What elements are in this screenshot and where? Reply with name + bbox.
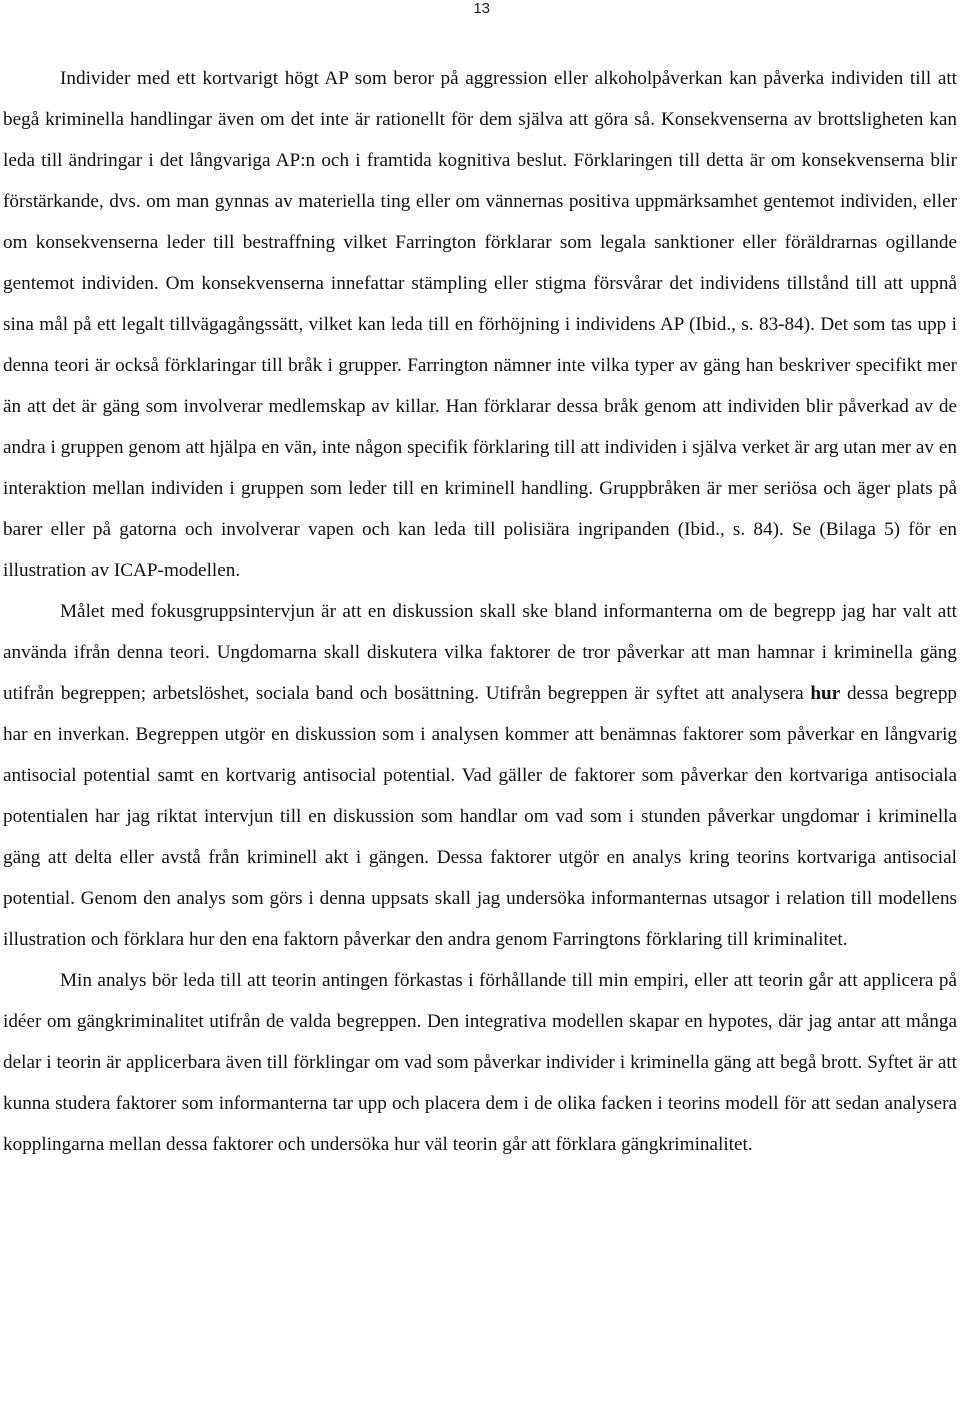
- paragraph-text-segment: dessa begrepp har en inverkan. Begreppen utgör en diskussion som i analysen kommer att benämnas faktorer som påverkar en långvarig antisocial potential samt en kortvarig antisocial potential. Vad gäller de faktorer som påverkar den kortvariga antisociala potentialen har jag riktat intervjun till en diskussion som handlar om vad som i stunden påverkar ungdomar i kriminella gäng att delta eller avstå från kriminell akt i gängen. Dessa faktorer utgör en analys kring teorins kortvariga antisocial potential. Genom den analys som görs i denna uppsats skall jag undersöka informanternas utsagor i relation till modellens illustration och förklara hur den ena faktorn påverkar den andra genom Farringtons förklaring till kriminalitet.: [3, 683, 958, 950]
- paragraph-text-segment: Målet med fokusgruppsintervjun är att en diskussion skall ske bland informanterna om de begrepp jag har valt att använda ifrån denna teori. Ungdomarna skall diskutera vilka faktorer de tror påverkar att man hamnar i kriminella gäng utifrån begreppen; arbetslöshet, sociala band och bosättning. Utifrån begreppen är syftet att analysera: [3, 601, 957, 704]
- paragraph-icap-theory: Individer med ett kortvarigt högt AP som beror på aggression eller alkoholpåverkan kan påverka individen till att begå kriminella handlingar även om det inte är rationellt för dem själva att göra så. Konsekvenserna av brottsligheten kan leda till ändringar i det långvariga AP:n och i framtida kognitiva beslut. Förklaringen till detta är om konsekvenserna blir förstärkande, dvs. om man gynnas av materiella ting eller om vännernas positiva uppmärksamhet gentemot individen, eller om konsekvenserna leder till bestraffning vilket Farrington förklarar som legala sanktioner eller föräldrarnas ogillande gentemot individen. Om konsekvenserna innefattar stämpling eller stigma försvårar det individens tillstånd till att uppnå sina mål på ett legalt tillvägagångssätt, vilket kan leda till en förhöjning i individens AP (Ibid., s. 83-84). Det som tas upp i denna teori är också förklaringar till bråk i grupper. Farrington nämner inte vilka typer av gäng han beskriver specifikt mer än att det är gäng som involverar medlemskap av killar. Han förklarar dessa bråk genom att individen blir påverkad av de andra i gruppen genom att hjälpa en vän, inte någon specifik förklaring till att individen i själva verket är arg utan mer av en interaktion mellan individen i gruppen som leder till en kriminell handling. Gruppbråken är mer seriösa och äger plats på barer eller på gatorna och involverar vapen och kan leda till polisiära ingripanden (Ibid., s. 84). Se (Bilaga 5) för en illustration av ICAP-modellen.: [3, 68, 957, 581]
- paragraph-focus-group: [3, 591, 957, 960]
- document-body: [3, 58, 957, 1165]
- page-number: 13: [473, 0, 490, 17]
- emphasized-word: hur: [810, 683, 841, 704]
- paragraph-analysis: Min analys bör leda till att teorin antingen förkastas i förhållande till min empiri, eller att teorin går att applicera på idéer om gängkriminalitet utifrån de valda begreppen. Den integrativa modellen skapar en hypotes, där jag antar att många delar i teorin är applicerbara även till förklingar om vad som påverkar individer i kriminella gäng att begå brott. Syftet är att kunna studera faktorer som informanterna tar upp och placera dem i de olika facken i teorins modell för att sedan analysera kopplingarna mellan dessa faktorer och undersöka hur väl teorin går att förklara gängkriminalitet.: [3, 970, 957, 1155]
